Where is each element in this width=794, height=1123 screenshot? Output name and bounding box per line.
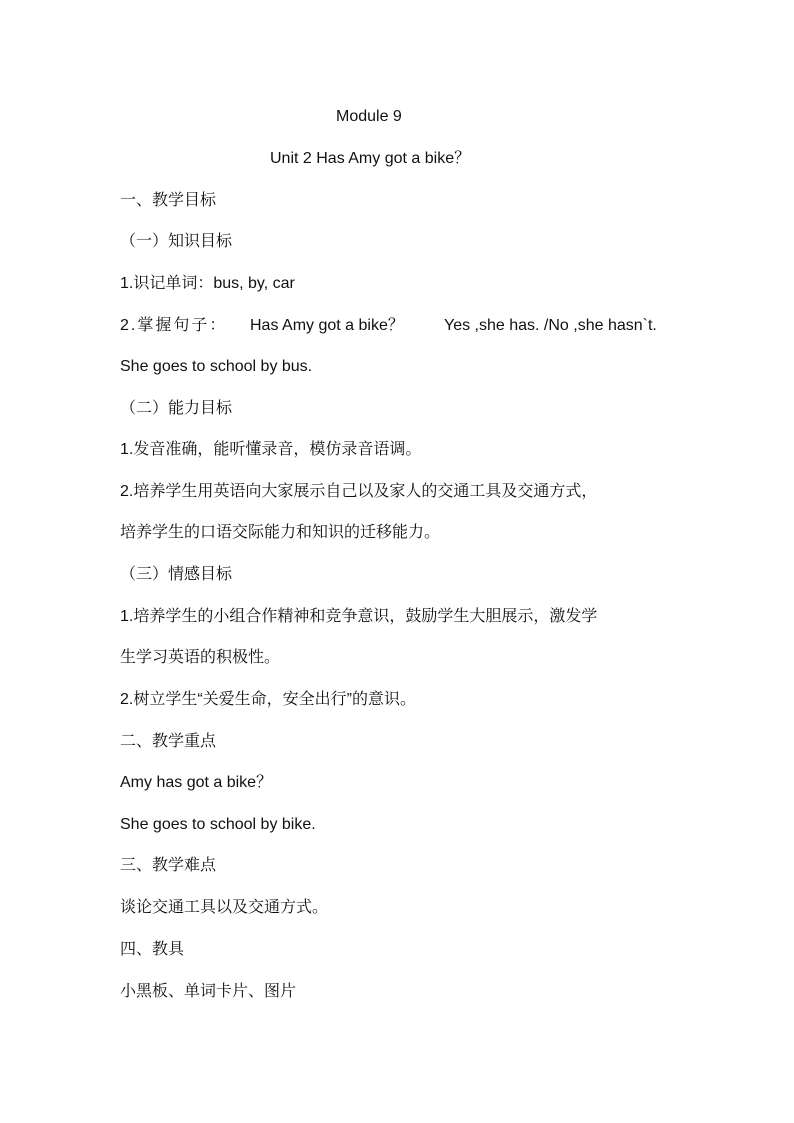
ability-item-2-line-1: 2.培养学生用英语向大家展示自己以及家人的交通工具及交通方式， [120,483,598,500]
ability-item-1: 1.发音准确，能听懂录音，模仿录音语调。 [120,441,422,458]
difficulty-item: 谈论交通工具以及交通方式。 [120,899,329,916]
sentence-answer: Yes ,she has. /No ,she hasn`t. [444,317,657,334]
sentences-label: 2.掌握句子： [120,317,228,334]
subheading-emotion: （三）情感目标 [120,566,233,583]
sentence-line-2: She goes to school by bus. [120,358,313,375]
sentence-question: Has Amy got a bike？ [250,317,404,334]
emotion-item-1-line-2: 生学习英语的积极性。 [120,649,281,666]
subheading-knowledge: （一）知识目标 [120,233,233,250]
module-title: Module 9 [336,108,402,125]
emotion-item-1-line-1: 1.培养学生的小组合作精神和竞争意识，鼓励学生大胆展示，激发学 [120,608,598,625]
section-heading-teaching-aids: 四、教具 [120,941,185,958]
subheading-ability: （二）能力目标 [120,400,233,417]
section-heading-difficulties: 三、教学难点 [120,857,217,874]
teaching-aids-item: 小黑板、单词卡片、图片 [120,983,297,1000]
words-line: 1.识记单词：bus, by, car [120,275,295,292]
section-heading-key-points: 二、教学重点 [120,733,217,750]
emotion-item-2: 2.树立学生“关爱生命，安全出行”的意识。 [120,691,417,708]
ability-item-2-line-2: 培养学生的口语交际能力和知识的迁移能力。 [120,524,441,541]
unit-title: Unit 2 Has Amy got a bike？ [270,150,471,167]
key-point-1: Amy has got a bike？ [120,774,273,791]
key-point-2: She goes to school by bike. [120,816,316,833]
section-heading-objectives: 一、教学目标 [120,192,217,209]
